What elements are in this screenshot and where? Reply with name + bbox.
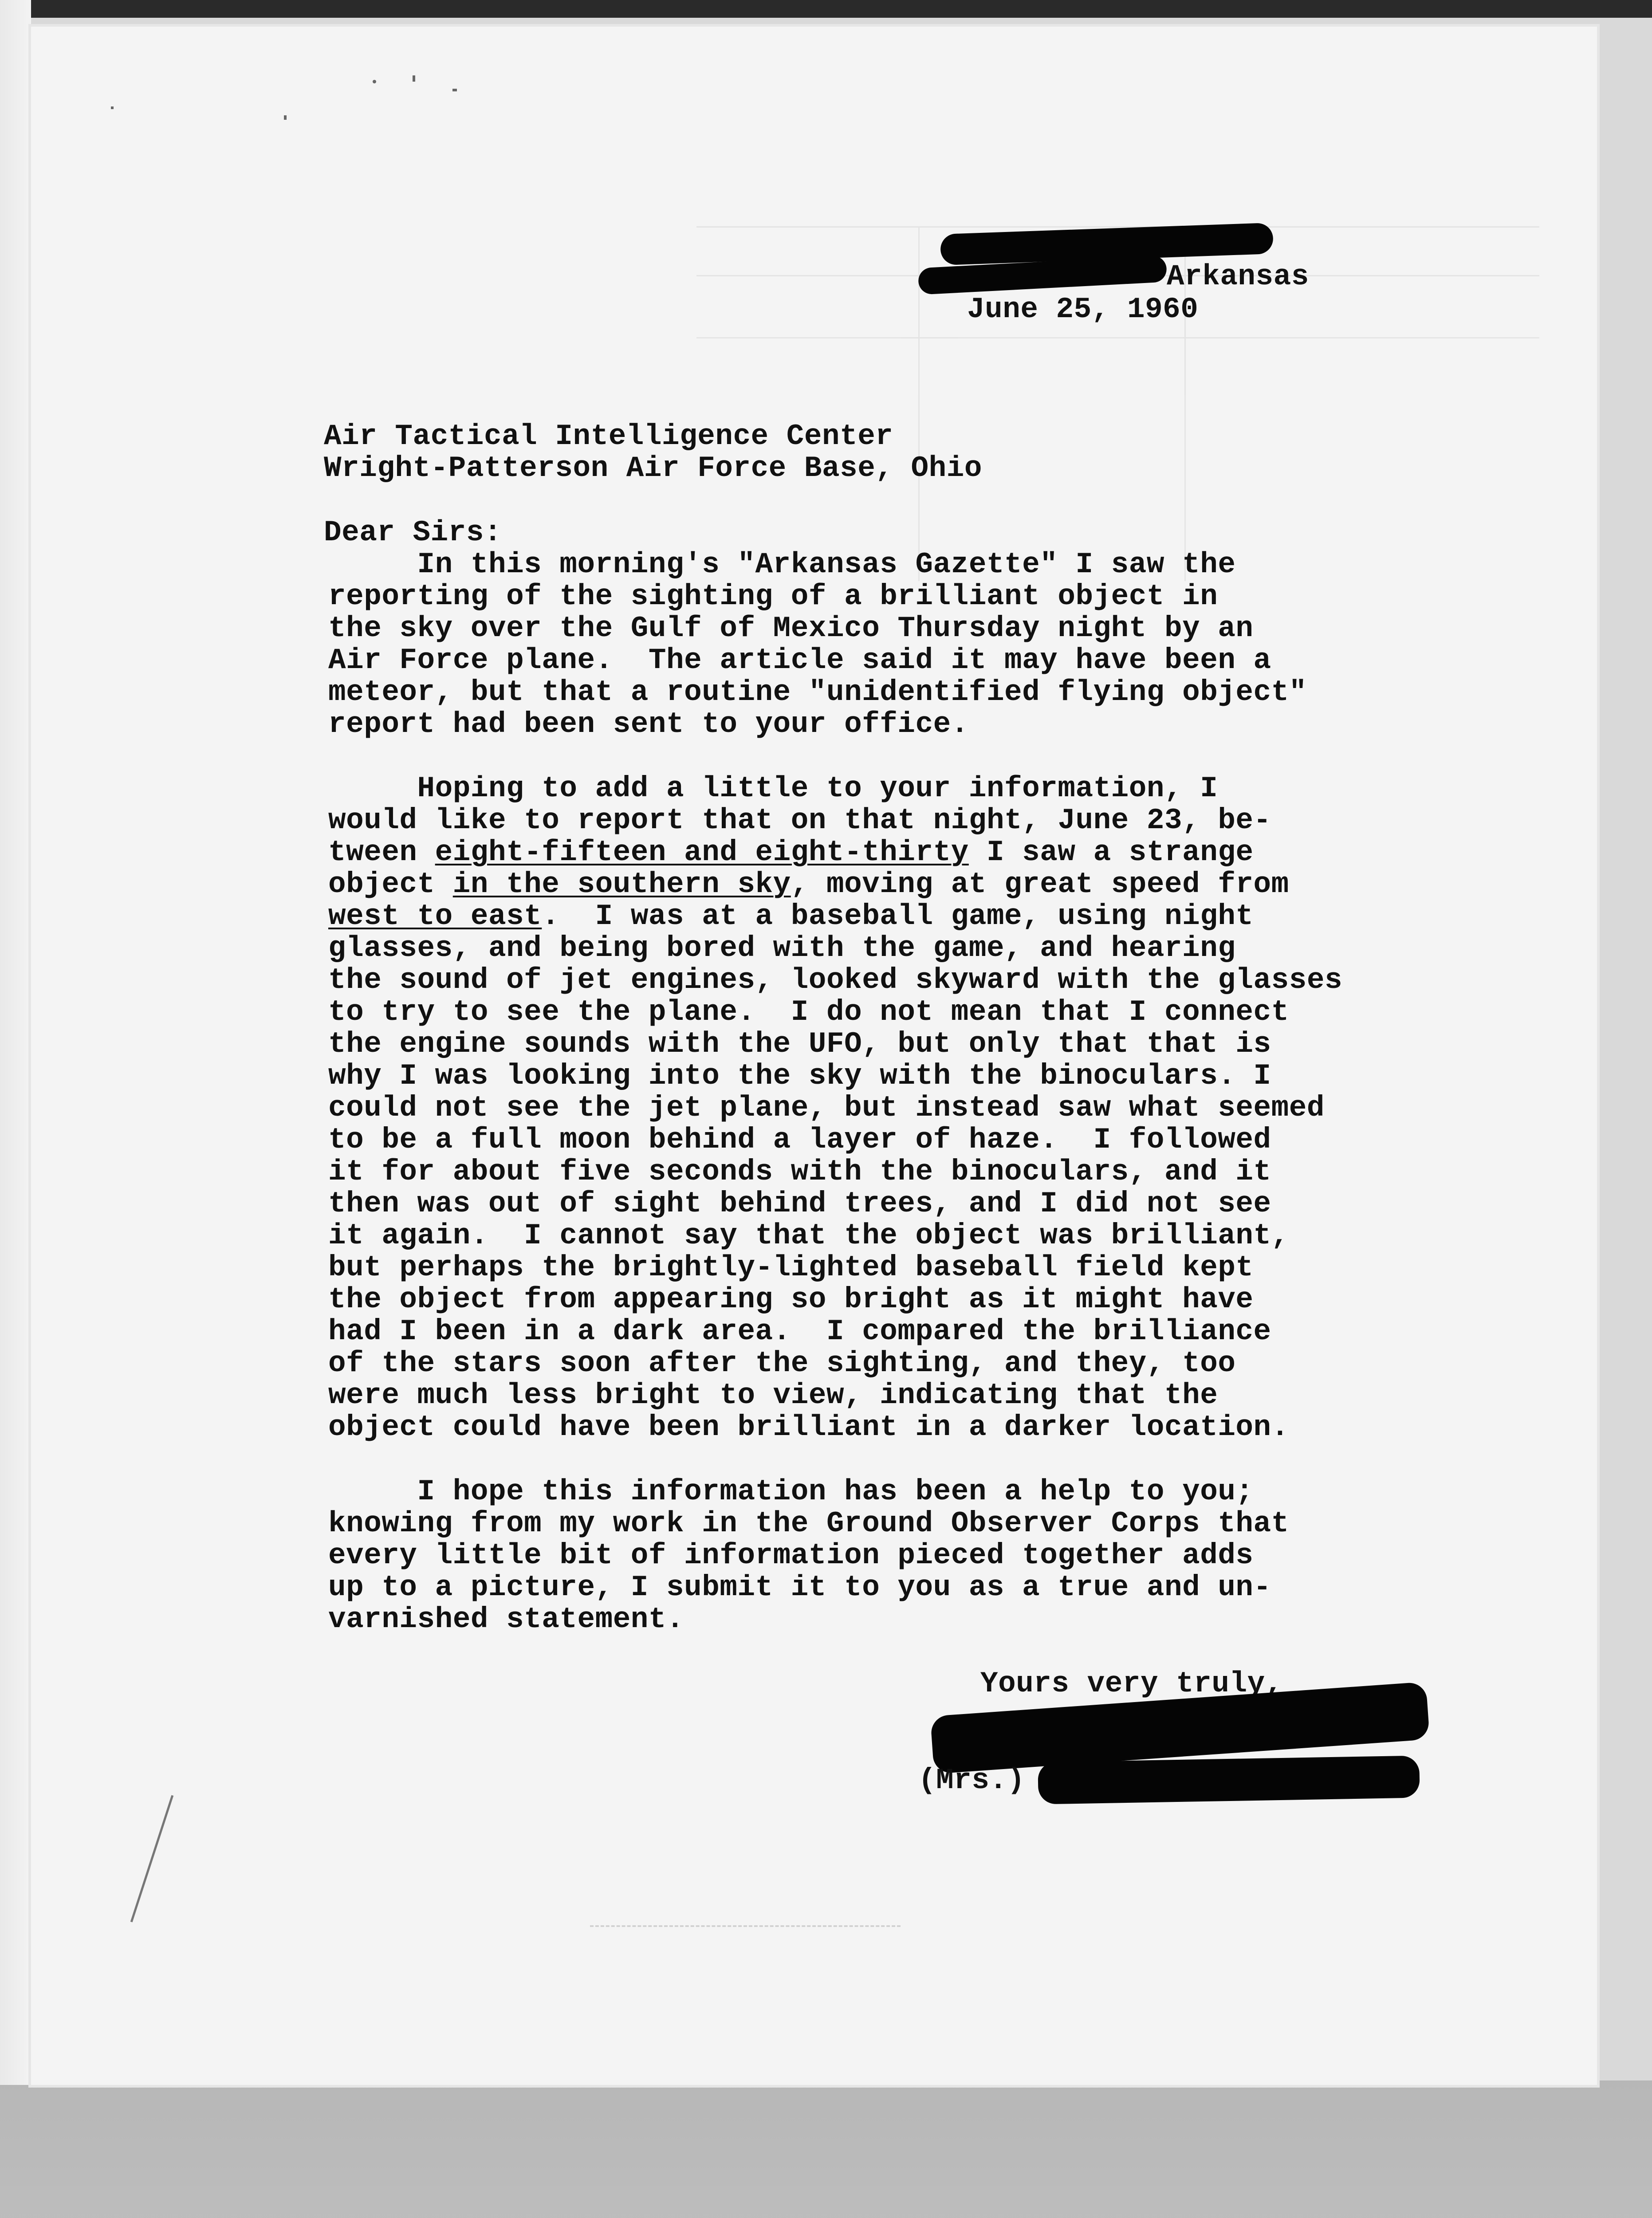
letter-page	[31, 27, 1597, 2085]
para3-line: varnished statement.	[328, 1603, 684, 1636]
para2-line: to try to see the plane. I do not mean that I connect	[328, 995, 1289, 1029]
signature-title: (Mrs.)	[918, 1764, 1025, 1797]
para2-line: object could have been brilliant in a darker location.	[328, 1411, 1289, 1444]
para1-line: Air Force plane. The article said it may have been a	[328, 644, 1271, 677]
para2-line: Hoping to add a little to your information, I	[328, 772, 1218, 805]
para3-line: up to a picture, I submit it to you as a true and un-	[328, 1571, 1271, 1604]
para2-text: I saw a strange	[968, 836, 1254, 869]
underlined-direction: in the southern sky	[452, 868, 791, 901]
para2-line: the engine sounds with the UFO, but only that that is	[328, 1027, 1271, 1061]
para2-line: it for about five seconds with the binoculars, and it	[328, 1155, 1271, 1188]
header-city-state: Arkansas	[1167, 260, 1309, 293]
header-date: June 25, 1960	[967, 293, 1199, 326]
para3-line: every little bit of information pieced together adds	[328, 1539, 1254, 1572]
recipient-line-1: Air Tactical Intelligence Center	[324, 420, 893, 453]
film-speck	[413, 75, 415, 82]
para2-line: the sound of jet engines, looked skyward with the glasses	[328, 963, 1343, 997]
film-speck	[373, 80, 376, 83]
underlined-heading: west to east	[328, 900, 542, 933]
para2-line: to be a full moon behind a layer of haze. I followed	[328, 1123, 1271, 1156]
para2-line: had I been in a dark area. I compared the brilliance	[328, 1315, 1271, 1348]
film-speck	[452, 89, 457, 91]
salutation: Dear Sirs:	[324, 516, 502, 549]
para2-line: would like to report that on that night, June 23, be-	[328, 804, 1271, 837]
para2-line: but perhaps the brightly-lighted baseball field kept	[328, 1251, 1254, 1284]
faint-stamp	[590, 1925, 901, 1954]
para1-line: report had been sent to your office.	[328, 708, 969, 741]
para2-line: it again. I cannot say that the object was brilliant,	[328, 1219, 1289, 1252]
para1-line: reporting of the sighting of a brilliant object in	[328, 580, 1218, 613]
para1-line: the sky over the Gulf of Mexico Thursday night by an	[328, 612, 1254, 645]
para2-line: why I was looking into the sky with the binoculars. I	[328, 1059, 1271, 1093]
film-left-edge	[0, 0, 31, 2085]
para2-line: glasses, and being bored with the game, and hearing	[328, 932, 1236, 965]
para2-line	[328, 869, 1289, 901]
para2-text: tween	[328, 836, 435, 869]
para2-text: , moving at great speed from	[791, 868, 1289, 901]
para2-text: . I was at a baseball game, using night	[542, 900, 1254, 933]
pen-stroke	[130, 1795, 173, 1923]
film-speck	[111, 106, 114, 109]
para1-line: meteor, but that a routine "unidentified flying object"	[328, 676, 1307, 709]
para2-line: then was out of sight behind trees, and I did not see	[328, 1187, 1271, 1220]
valediction: Yours very truly,	[980, 1667, 1283, 1700]
para2-line	[328, 901, 1254, 932]
para1-line: In this morning's "Arkansas Gazette" I saw the	[328, 548, 1236, 581]
para2-line: the object from appearing so bright as it might have	[328, 1283, 1254, 1316]
film-speck	[284, 115, 287, 120]
para2-text: object	[328, 868, 453, 901]
para2-line: were much less bright to view, indicating that the	[328, 1379, 1218, 1412]
recipient-line-2: Wright-Patterson Air Force Base, Ohio	[324, 452, 982, 485]
para3-line: I hope this information has been a help to you;	[328, 1475, 1254, 1508]
para2-line: of the stars soon after the sighting, and they, too	[328, 1347, 1236, 1380]
para3-line: knowing from my work in the Ground Observer Corps that	[328, 1507, 1289, 1540]
para2-line	[328, 837, 1254, 869]
redacted-name	[1038, 1756, 1420, 1805]
para2-line: could not see the jet plane, but instead saw what seemed	[328, 1091, 1325, 1125]
underlined-time: eight-fifteen and eight-thirty	[435, 836, 969, 869]
